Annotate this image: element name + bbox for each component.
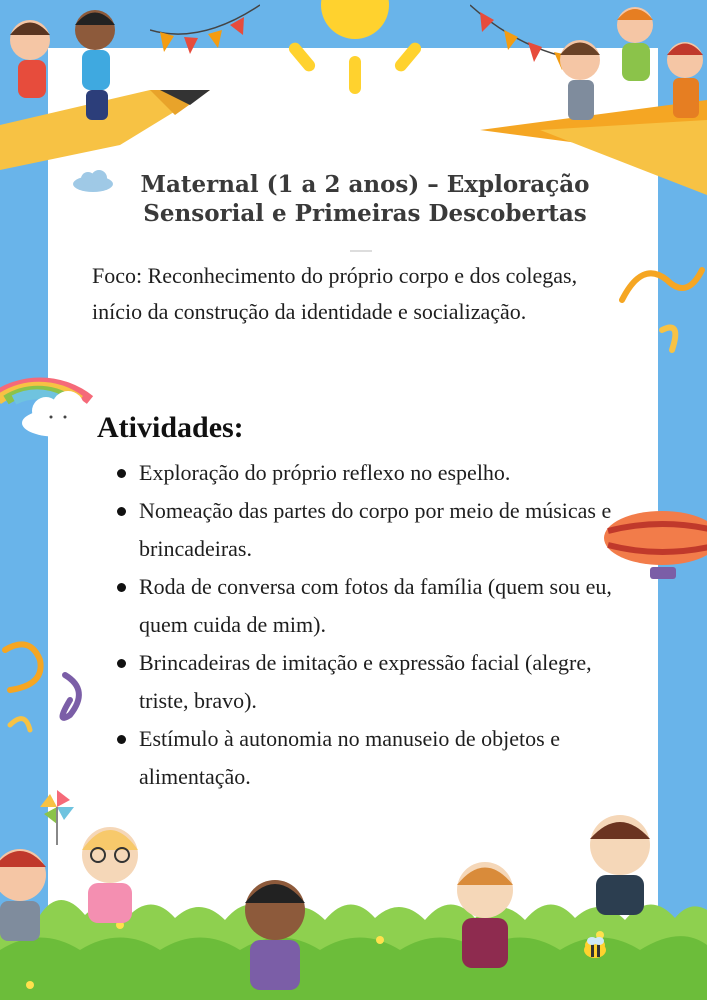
bullet-icon bbox=[117, 507, 126, 516]
list-item bbox=[111, 454, 631, 492]
children-illustration bbox=[0, 805, 707, 1000]
activities-list bbox=[111, 454, 631, 796]
cloud-icon bbox=[18, 385, 98, 440]
divider bbox=[350, 250, 372, 252]
activity-text: Roda de conversa com fotos da família (quem sou eu, quem cuida de mim). bbox=[139, 574, 612, 637]
activities-heading: Atividades: bbox=[97, 411, 244, 444]
children-illustration bbox=[0, 0, 150, 140]
page-title: Maternal (1 a 2 anos) – Exploração Sensorial e Primeiras Descobertas bbox=[140, 171, 590, 227]
bee-icon bbox=[580, 935, 610, 960]
list-item bbox=[111, 644, 631, 720]
list-item bbox=[111, 568, 631, 644]
list-item bbox=[111, 492, 631, 568]
activity-text: Nomeação das partes do corpo por meio de músicas e brincadeiras. bbox=[139, 498, 612, 561]
activity-text: Brincadeiras de imitação e expressão facial (alegre, triste, bravo). bbox=[139, 650, 592, 713]
sun-icon bbox=[270, 0, 440, 110]
bullet-icon bbox=[117, 469, 126, 478]
focus-paragraph: Foco: Reconhecimento do próprio corpo e dos colegas, início da construção da identidade e socialização. bbox=[92, 263, 578, 324]
activity-text: Exploração do próprio reflexo no espelho. bbox=[139, 460, 511, 485]
bunting-flags bbox=[150, 0, 260, 60]
activity-text: Estímulo à autonomia no manuseio de objetos e alimentação. bbox=[139, 726, 560, 789]
list-item bbox=[111, 720, 631, 796]
children-illustration bbox=[540, 0, 707, 130]
bullet-icon bbox=[117, 659, 126, 668]
bullet-icon bbox=[117, 583, 126, 592]
swirl-icon bbox=[0, 630, 95, 740]
bullet-icon bbox=[117, 735, 126, 744]
